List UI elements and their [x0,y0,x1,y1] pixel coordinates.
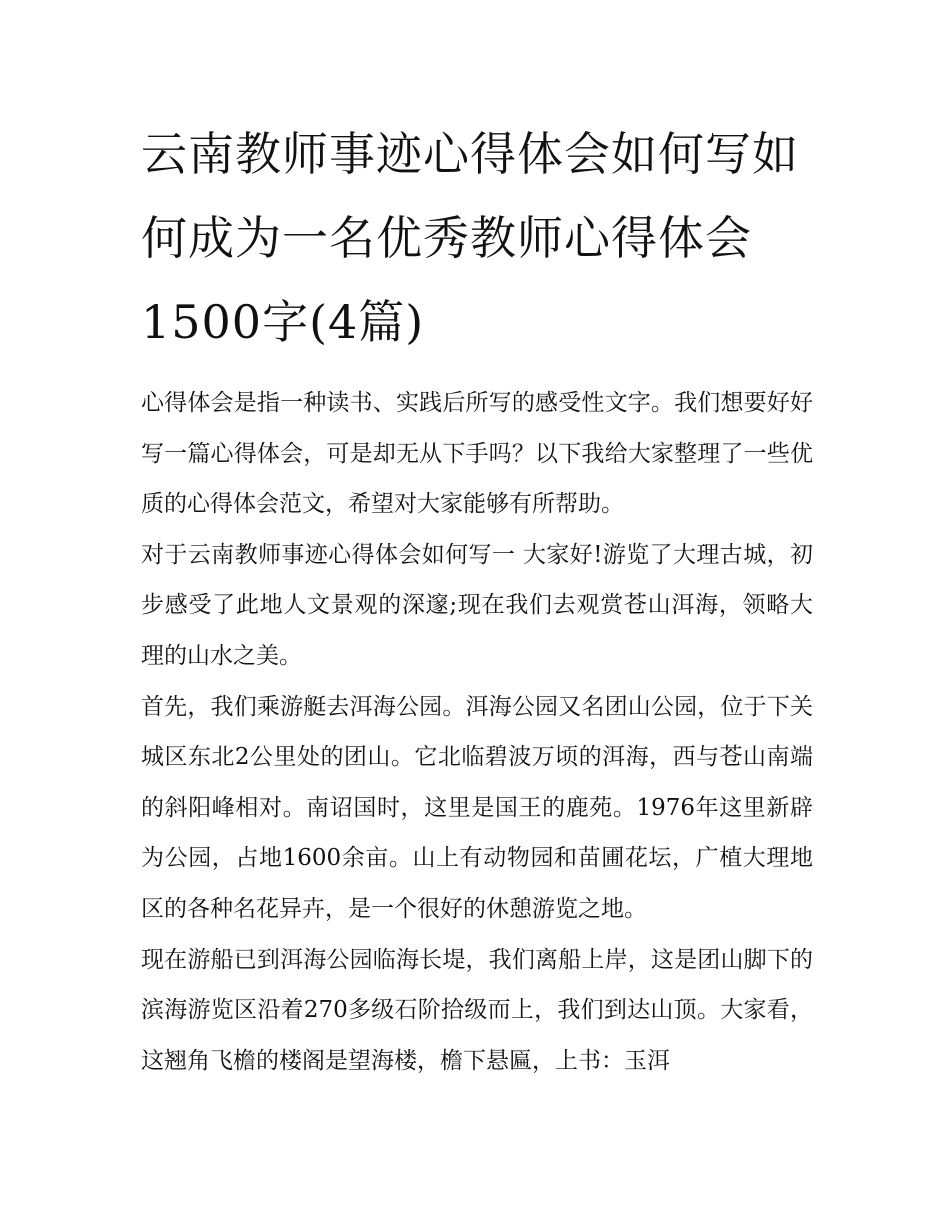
paragraph-intro: 心得体会是指一种读书、实践后所写的感受性文字。我们想要好好写一篇心得体会，可是却无从下手吗？以下我给大家整理了一些优质的心得体会范文，希望对大家能够有所帮助。 [141,390,813,518]
paragraph-tuanshan: 现在游船已到洱海公园临海长堤，我们离船上岸，这是团山脚下的滨海游览区沿着270多级石阶拾级而上，我们到达山顶。大家看，这翘角飞檐的楼阁是望海楼，檐下悬匾，上书：玉洱 [141,946,813,1074]
paragraph-greeting: 对于云南教师事迹心得体会如何写一 大家好!游览了大理古城，初步感受了此地人文景观的深邃;现在我们去观赏苍山洱海，领略大理的山水之美。 [141,541,813,669]
paragraph-erhai-park: 首先，我们乘游艇去洱海公园。洱海公园又名团山公园，位于下关城区东北2公里处的团山。它北临碧波万顷的洱海，西与苍山南端的斜阳峰相对。南诏国时，这里是国王的鹿苑。1976年这里新辟为公园，占地1600余亩。山上有动物园和苗圃花坛，广植大理地区的各种名花异卉，是一个很好的休憩游览之地。 [141,693,813,922]
document-title: 云南教师事迹心得体会如何写如何成为一名优秀教师心得体会1500字(4篇) [141,127,799,349]
document-body [141,112,813,1086]
